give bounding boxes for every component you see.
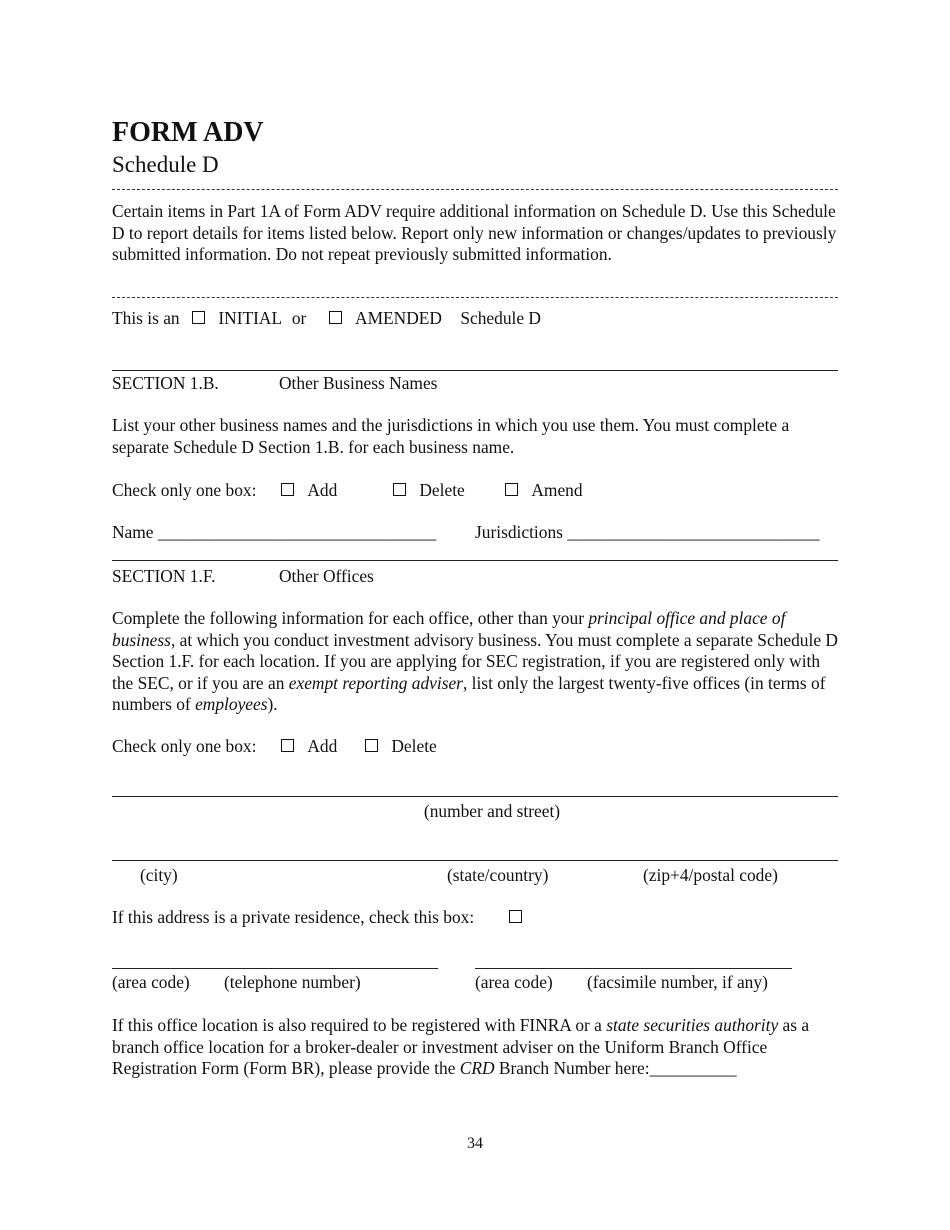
page-number: 34 xyxy=(467,1135,483,1152)
form-title: FORM ADV xyxy=(112,117,264,148)
telephone-field[interactable] xyxy=(112,968,438,969)
fax-caption: (facsimile number, if any) xyxy=(587,972,768,992)
fax-field[interactable] xyxy=(475,968,792,969)
section-1b-amend-checkbox[interactable] xyxy=(505,483,518,496)
section-1f-delete-option xyxy=(365,736,437,758)
branch-text: as a branch office location for a broker-dealer or investment adviser on the Uniform Branch Office Registration Form (Form BR), please provide the xyxy=(112,1015,810,1078)
state-country-caption: (state/country) xyxy=(447,865,549,885)
or-label: or xyxy=(291,308,307,328)
fax-area-code-caption: (area code) xyxy=(475,972,553,992)
section-1f-add-label: Add xyxy=(307,736,338,756)
section-divider xyxy=(112,370,838,371)
street-caption: (number and street) xyxy=(423,801,561,821)
instructions-italic-term: employees xyxy=(195,694,268,714)
initial-checkbox[interactable] xyxy=(192,311,205,324)
private-residence-row xyxy=(112,907,522,929)
section-1b-title: Other Business Names xyxy=(279,373,438,393)
section-1b-amend-label: Amend xyxy=(531,480,583,500)
instructions-text: ). xyxy=(267,694,278,714)
instructions-text: , list only the largest twenty-five offices (in terms of numbers of xyxy=(112,672,826,714)
section-1f-delete-label: Delete xyxy=(391,736,437,756)
jurisdictions-row xyxy=(475,522,819,544)
jurisdictions-label: Jurisdictions xyxy=(475,522,563,542)
area-code-caption: (area code) xyxy=(112,972,190,992)
initial-label: INITIAL xyxy=(218,308,282,328)
section-1f-delete-checkbox[interactable] xyxy=(365,739,378,752)
city-state-zip-field[interactable] xyxy=(112,860,838,861)
intro-paragraph: Certain items in Part 1A of Form ADV require additional information on Schedule D. Use this Schedule D to report details for items listed below. Report only new information or changes/updates to previously submitted information. Do not repeat previously submitted information. xyxy=(112,201,837,264)
form-subtitle: Schedule D xyxy=(112,152,219,177)
section-1b-delete-option xyxy=(393,480,465,502)
section-1b-add-checkbox[interactable] xyxy=(281,483,294,496)
city-caption: (city) xyxy=(140,865,178,885)
amended-checkbox[interactable] xyxy=(329,311,342,324)
section-1f-add-checkbox[interactable] xyxy=(281,739,294,752)
section-1f-check-label: Check only one box: xyxy=(112,736,257,756)
dashed-divider xyxy=(112,297,838,298)
section-1f-instructions xyxy=(112,608,842,716)
section-1b-amend-option xyxy=(505,480,583,502)
private-residence-checkbox[interactable] xyxy=(509,910,522,923)
section-divider xyxy=(112,560,838,561)
crd-branch-number-field[interactable]: __________ xyxy=(649,1058,737,1078)
telephone-caption: (telephone number) xyxy=(224,972,361,992)
filing-type-prefix: This is an xyxy=(112,308,180,328)
section-1b-number: SECTION 1.B. xyxy=(112,373,219,393)
zip-caption: (zip+4/postal code) xyxy=(643,865,778,885)
private-residence-label: If this address is a private residence, check this box: xyxy=(112,907,475,927)
section-1b-delete-label: Delete xyxy=(419,480,465,500)
branch-number-paragraph xyxy=(112,1015,842,1080)
filing-type-row xyxy=(112,308,541,330)
branch-italic-term: state securities authority xyxy=(606,1015,779,1035)
section-1f-number: SECTION 1.F. xyxy=(112,566,216,586)
branch-italic-term: CRD xyxy=(459,1058,495,1078)
section-1b-add-option xyxy=(281,480,337,502)
schedule-d-label: Schedule D xyxy=(460,308,541,328)
instructions-text: Complete the following information for each office, other than your xyxy=(112,608,589,628)
street-address-field[interactable] xyxy=(112,796,838,797)
name-label: Name xyxy=(112,522,154,542)
section-1b-check-label: Check only one box: xyxy=(112,480,257,500)
name-field[interactable]: ________________________________ xyxy=(157,522,437,542)
branch-text: If this office location is also required to be registered with FINRA or a xyxy=(112,1015,607,1035)
business-name-row xyxy=(112,522,436,544)
section-1b-instructions: List your other business names and the jurisdictions in which you use them. You must complete a separate Schedule D Section 1.B. for each business name. xyxy=(112,415,790,457)
branch-text: Branch Number here: xyxy=(494,1058,650,1078)
dashed-divider xyxy=(112,189,838,190)
instructions-italic-term: principal office and place of business xyxy=(112,608,786,650)
amended-label: AMENDED xyxy=(355,308,442,328)
section-1b-add-label: Add xyxy=(307,480,338,500)
instructions-text: , at which you conduct investment advisory business. You must complete a separate Schedule D Section 1.F. for each location. If you are applying for SEC registration, if you are registered only with the SEC, or if you are an xyxy=(112,629,838,693)
section-1f-add-option xyxy=(281,736,337,758)
jurisdictions-field[interactable]: _____________________________ xyxy=(567,522,820,542)
instructions-italic-term: exempt reporting adviser xyxy=(288,672,463,693)
section-1b-delete-checkbox[interactable] xyxy=(393,483,406,496)
section-1f-title: Other Offices xyxy=(279,566,374,586)
